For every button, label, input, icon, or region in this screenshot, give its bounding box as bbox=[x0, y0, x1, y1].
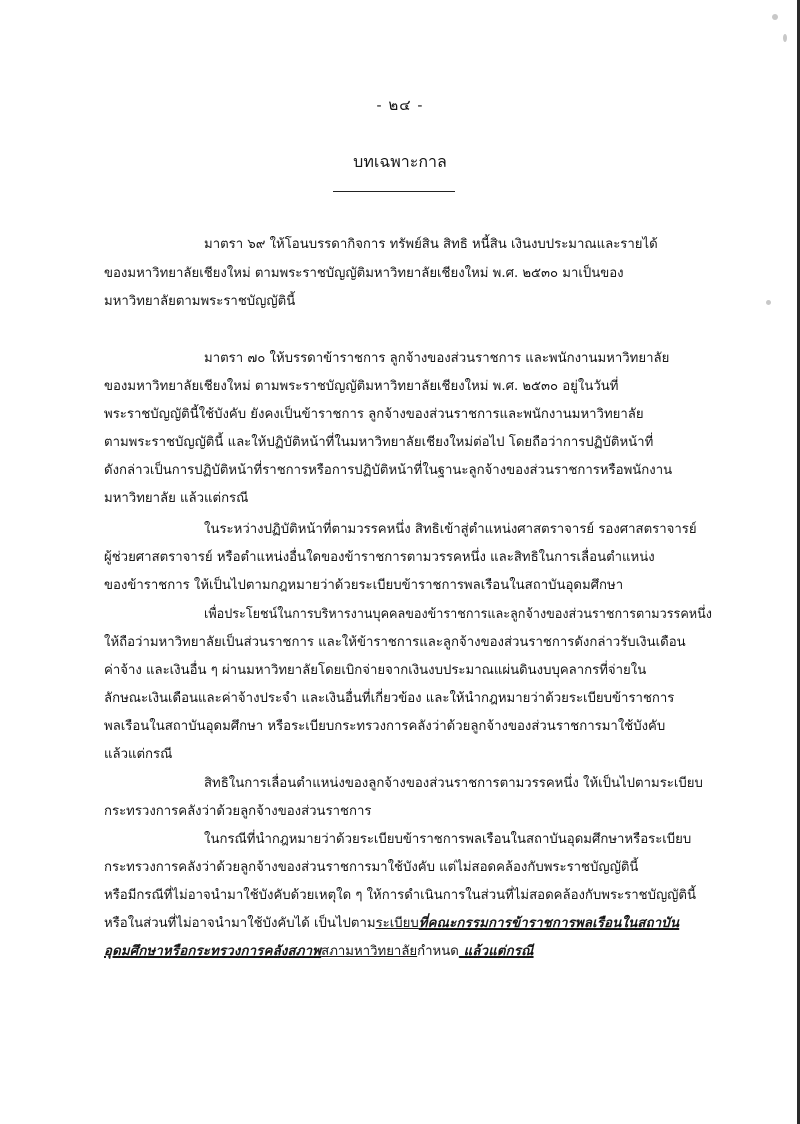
scan-speck bbox=[783, 34, 787, 42]
text-run-underlined: สภามหาวิทยาลัย bbox=[321, 944, 418, 959]
paragraph-line: มาตรา ๖๙ ให้โอนบรรดากิจการ ทรัพย์สิน สิทธิ หนี้สิน เงินงบประมาณและรายได้ bbox=[204, 237, 658, 252]
paragraph-line: มหาวิทยาลัย แล้วแต่กรณี bbox=[104, 491, 249, 506]
paragraph-line: ให้ถือว่ามหาวิทยาลัยเป็นส่วนราชการ และให้ข้าราชการและลูกจ้างของส่วนราชการดังกล่าวรับเงินเดือน bbox=[104, 635, 686, 650]
paragraph-line: มาตรา ๗๐ ให้บรรดาข้าราชการ ลูกจ้างของส่วนราชการ และพนักงานมหาวิทยาลัย bbox=[204, 351, 670, 366]
section-title: บทเฉพาะกาล bbox=[353, 152, 447, 171]
page-number: - ๒๔ - bbox=[376, 96, 424, 114]
text-run: หรือในส่วนที่ไม่อาจนำมาใช้บังคับได้ เป็นไปตาม bbox=[104, 916, 376, 931]
paragraph-line: ในระหว่างปฏิบัติหน้าที่ตามวรรคหนึ่ง สิทธิเข้าสู่ตำแหน่งศาสตราจารย์ รองศาสตราจารย์ bbox=[204, 522, 697, 537]
paragraph-line: มหาวิทยาลัยตามพระราชบัญญัตินี้ bbox=[104, 294, 296, 309]
paragraph-line: สิทธิในการเลื่อนตำแหน่งของลูกจ้างของส่วนราชการตามวรรคหนึ่ง ให้เป็นไปตามระเบียบ bbox=[204, 776, 703, 791]
paragraph-line-amended bbox=[104, 942, 534, 962]
paragraph-line-amended bbox=[104, 914, 679, 934]
title-underline bbox=[333, 191, 455, 192]
text-run: กำหนด bbox=[417, 944, 459, 959]
paragraph-line: ในกรณีที่นำกฎหมายว่าด้วยระเบียบข้าราชการพลเรือนในสถาบันอุดมศึกษาหรือระเบียบ bbox=[204, 832, 692, 847]
scan-speck bbox=[772, 14, 778, 20]
paragraph-line: ค่าจ้าง และเงินอื่น ๆ ผ่านมหาวิทยาลัยโดยเบิกจ่ายจากเงินงบประมาณแผ่นดินงบบุคลากรที่จ่ายใน bbox=[104, 663, 647, 678]
text-run-underlined: ระเบียบ bbox=[375, 916, 419, 931]
paragraph-line: ตามพระราชบัญญัตินี้ และให้ปฏิบัติหน้าที่ในมหาวิทยาลัยเชียงใหม่ต่อไป โดยถือว่าการปฏิบัติหน้าที่ bbox=[104, 435, 654, 450]
paragraph-line: กระทรวงการคลังว่าด้วยลูกจ้างของส่วนราชการมาใช้บังคับ แต่ไม่สอดคล้องกับพระราชบัญญัตินี้ bbox=[104, 860, 639, 875]
text-run-amended: แล้วแต่กรณี bbox=[458, 944, 534, 959]
paragraph-line: แล้วแต่กรณี bbox=[104, 747, 173, 762]
paragraph-line: ของมหาวิทยาลัยเชียงใหม่ ตามพระราชบัญญัติมหาวิทยาลัยเชียงใหม่ พ.ศ. ๒๕๓๐ อยู่ในวันที่ bbox=[104, 379, 619, 394]
paragraph-line: หรือมีกรณีที่ไม่อาจนำมาใช้บังคับด้วยเหตุใด ๆ ให้การดำเนินการในส่วนที่ไม่สอดคล้องกับพระราชบัญญัตินี้ bbox=[104, 888, 697, 903]
paragraph-line: กระทรวงการคลังว่าด้วยลูกจ้างของส่วนราชการ bbox=[104, 804, 372, 819]
paragraph-line: ของข้าราชการ ให้เป็นไปตามกฎหมายว่าด้วยระเบียบข้าราชการพลเรือนในสถาบันอุดมศึกษา bbox=[104, 578, 624, 593]
paragraph-line: เพื่อประโยชน์ในการบริหารงานบุคคลของข้าราชการและลูกจ้างของส่วนราชการตามวรรคหนึ่ง bbox=[204, 607, 712, 622]
paragraph-line: ดังกล่าวเป็นการปฏิบัติหน้าที่ราชการหรือการปฏิบัติหน้าที่ในฐานะลูกจ้างของส่วนราชการหรือพนักงาน bbox=[104, 463, 673, 478]
paragraph-line: พระราชบัญญัตินี้ใช้บังคับ ยังคงเป็นข้าราชการ ลูกจ้างของส่วนราชการและพนักงานมหาวิทยาลัย bbox=[104, 407, 644, 422]
text-run-amended: ที่คณะกรรมการข้าราชการพลเรือนในสถาบัน bbox=[418, 916, 680, 931]
paragraph-line: พลเรือนในสถาบันอุดมศึกษา หรือระเบียบกระทรวงการคลังว่าด้วยลูกจ้างของส่วนราชการมาใช้บังคับ bbox=[104, 719, 666, 734]
text-run-amended: อุดมศึกษาหรือกระทรวงการคลังสภาพ bbox=[104, 944, 322, 959]
scan-speck bbox=[766, 300, 771, 305]
paragraph-line: ของมหาวิทยาลัยเชียงใหม่ ตามพระราชบัญญัติมหาวิทยาลัยเชียงใหม่ พ.ศ. ๒๕๓๐ มาเป็นของ bbox=[104, 266, 624, 281]
paragraph-line: ลักษณะเงินเดือนและค่าจ้างประจำ และเงินอื่นที่เกี่ยวข้อง และให้นำกฎหมายว่าด้วยระเบียบข้าราชการ bbox=[104, 691, 675, 706]
paragraph-line: ผู้ช่วยศาสตราจารย์ หรือตำแหน่งอื่นใดของข้าราชการตามวรรคหนึ่ง และสิทธิในการเลื่อนตำแหน่ง bbox=[104, 550, 655, 565]
